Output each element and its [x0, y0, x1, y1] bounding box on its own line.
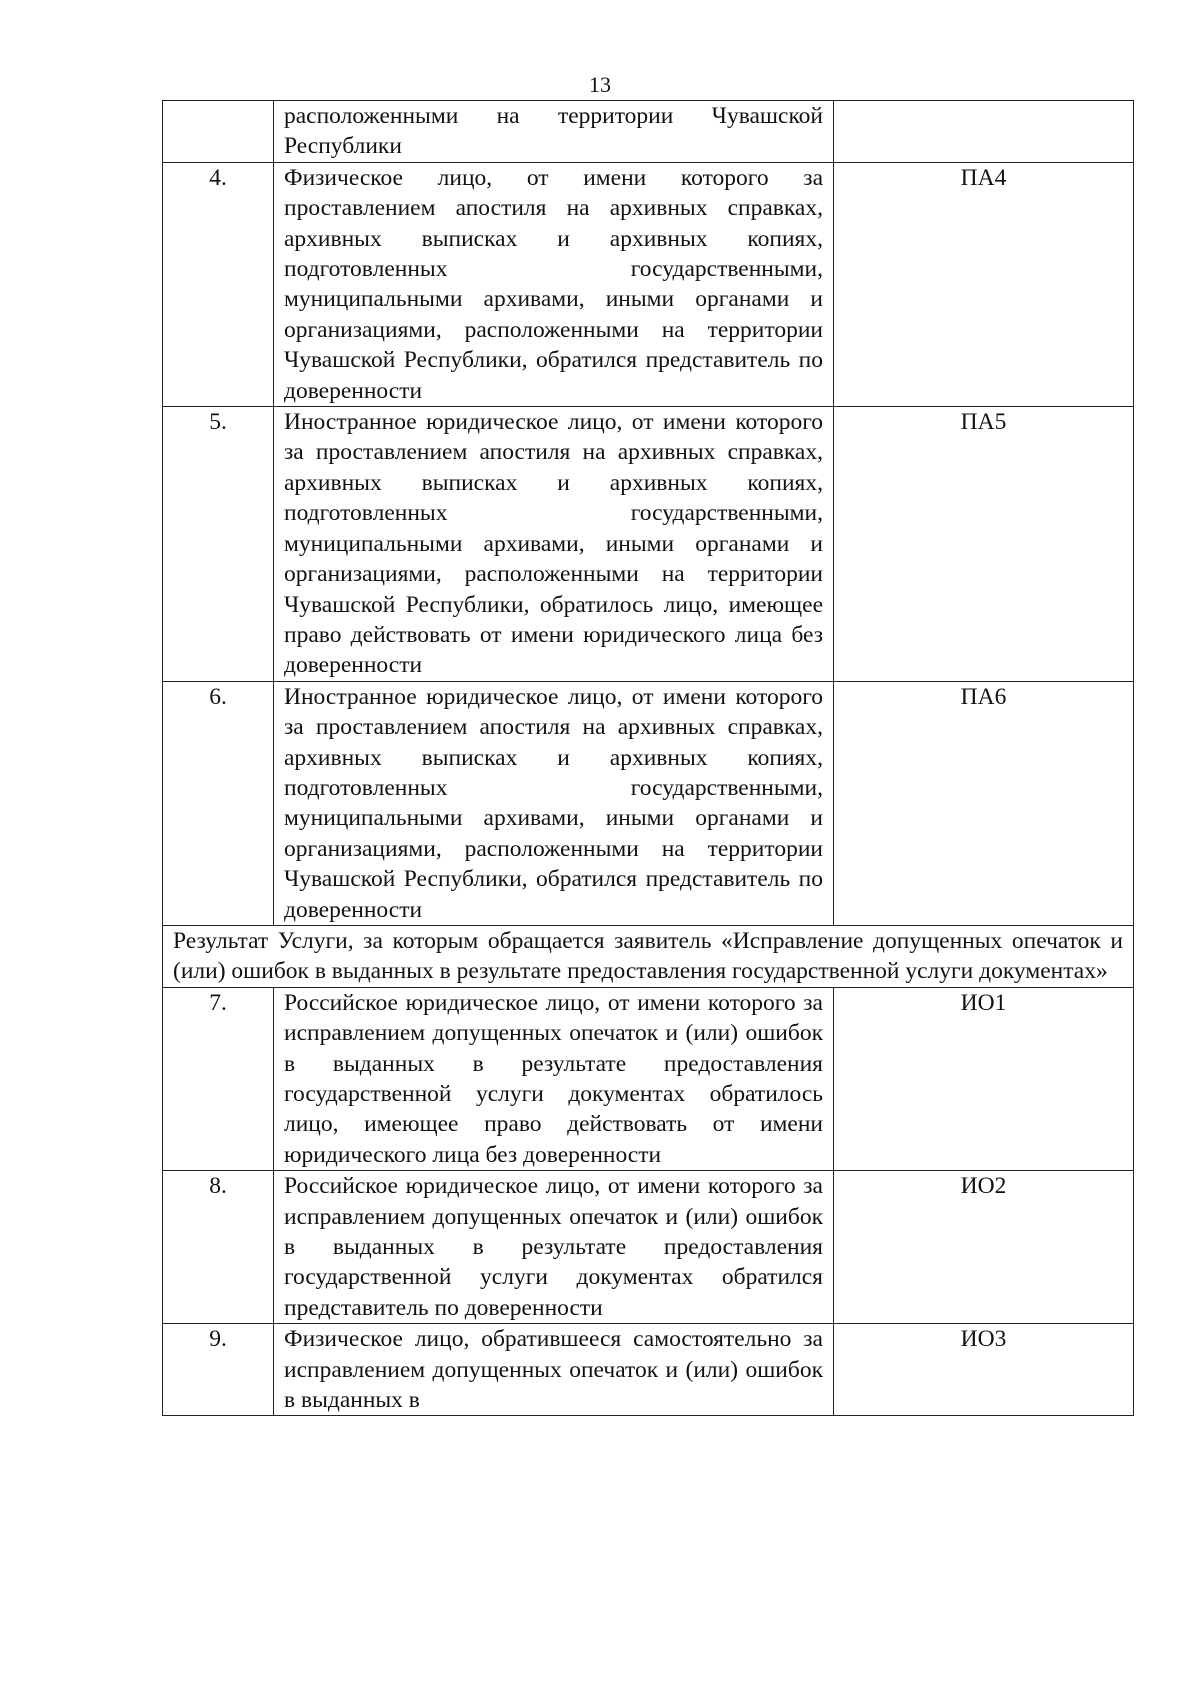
row-number: 4.: [163, 162, 274, 406]
applicant-description: Иностранное юридическое лицо, от имени которого за проставлением апостиля на архивных справках, архивных выписках и архивных копиях, подготовленных государственными, муниципальными архивами, иными органами и организациями, расположенными на территории Чувашской Республики, обратился представитель по доверенности: [274, 681, 834, 925]
row-number: 6.: [163, 681, 274, 925]
table-row: [163, 162, 1134, 406]
table-row: [163, 1324, 1134, 1416]
table-row: [163, 101, 1134, 163]
applicant-description: Физическое лицо, обратившееся самостоятельно за исправлением допущенных опечаток и (или) ошибок в выданных в: [274, 1324, 834, 1416]
row-number: [163, 101, 274, 163]
table-row: [163, 681, 1134, 925]
row-number: 7.: [163, 987, 274, 1170]
applicant-description: Иностранное юридическое лицо, от имени которого за проставлением апостиля на архивных справках, архивных выписках и архивных копиях, подготовленных государственными, муниципальными архивами, иными органами и организациями, расположенными на территории Чувашской Республики, обратилось лицо, имеющее право действовать от имени юридического лица без доверенности: [274, 407, 834, 682]
variant-code: ПА5: [834, 407, 1134, 682]
applicant-variants-table: [162, 100, 1134, 1416]
variant-code: ПА6: [834, 681, 1134, 925]
table-row: [163, 987, 1134, 1170]
variant-code: ИО3: [834, 1324, 1134, 1416]
variant-code: ИО2: [834, 1171, 1134, 1324]
variant-code: ИО1: [834, 987, 1134, 1170]
row-number: 9.: [163, 1324, 274, 1416]
section-heading-row: [163, 925, 1134, 987]
applicant-description: Физическое лицо, от имени которого за проставлением апостиля на архивных справках, архивных выписках и архивных копиях, подготовленных государственными, муниципальными архивами, иными органами и организациями, расположенными на территории Чувашской Республики, обратился представитель по доверенности: [274, 162, 834, 406]
table-row: [163, 1171, 1134, 1324]
table-row: [163, 407, 1134, 682]
variant-code: [834, 101, 1134, 163]
applicant-description: Российское юридическое лицо, от имени которого за исправлением допущенных опечаток и (или) ошибок в выданных в результате предоставления государственной услуги документах обратилось лицо, имеющее право действовать от имени юридического лица без доверенности: [274, 987, 834, 1170]
variant-code: ПА4: [834, 162, 1134, 406]
row-number: 8.: [163, 1171, 274, 1324]
applicant-description: Российское юридическое лицо, от имени которого за исправлением допущенных опечаток и (или) ошибок в выданных в результате предоставления государственной услуги документах обратился представитель по доверенности: [274, 1171, 834, 1324]
section-heading: Результат Услуги, за которым обращается заявитель «Исправление допущенных опечаток и (или) ошибок в выданных в результате предоставления государственной услуги документах»: [163, 925, 1134, 987]
row-number: 5.: [163, 407, 274, 682]
applicant-description: расположенными на территории Чувашской Республики: [274, 101, 834, 163]
page-number: 13: [589, 72, 611, 97]
